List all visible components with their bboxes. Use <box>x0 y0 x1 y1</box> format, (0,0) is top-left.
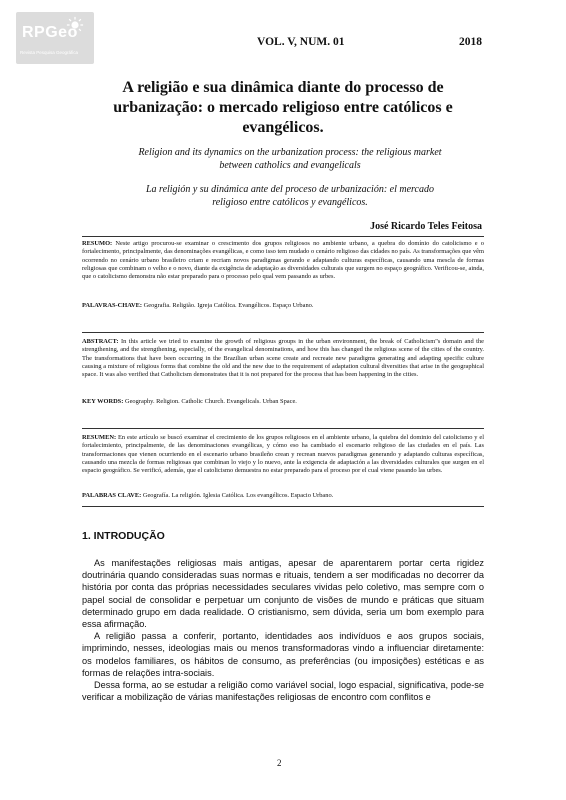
abstract-keywords <box>82 398 484 406</box>
paragraph: A religião passa a conferir, portanto, identidades aos indivíduos e aos grupos sociais, imprimindo, nesses, ideologias mais ou menos transformadoras vindo a influenciar diretamente: os modelos familiares, os hábitos de consumo, as preferências (ou imposições) estéticas e as formas de relações intra-sociais. <box>82 631 484 678</box>
body-text <box>82 557 484 703</box>
resumen-text: En este artículo se buscó examinar el crecimiento de los grupos religiosos en el ambiente urbano, la quiebra del dominio del catolicismo y el fortalecimiento, principalmente, de las denominaciones evangélicas, y cómo eso ha cambiado el escenario religioso de las ciudades en el país. Las transformaciones que vienen ocurriendo en el escenario urbano brasileño crean y recrean nuevos paradigmas generando y adaptando culturas específicas, causando una mezcla de formas religiosas que combinan lo viejo y lo nuevo, ante la exigencia de adaptación a las diversidades culturales que surgen en el espacio geográfico. Se verificó, además, que el catolicismo demuestra no estar preparado para el proceso por el cual viene pasando las urbes. <box>82 434 484 475</box>
section-heading: 1. INTRODUÇÃO <box>82 530 165 542</box>
subtitle-spanish: La religión y su dinámica ante del proceso de urbanización: el mercado religioso entre católicos y evangélicos. <box>145 184 434 208</box>
abstract-keywords-text: Geography. Religion. Catholic Church. Evangelicals. Urban Space. <box>123 398 297 405</box>
resumo-keywords-label: PALAVRAS-CHAVE: <box>82 302 143 309</box>
year-label: 2018 <box>459 36 482 48</box>
volume-label: VOL. V, NUM. 01 <box>257 36 345 48</box>
divider <box>82 236 484 237</box>
abstract-label: ABSTRACT: <box>82 338 119 345</box>
abstract-block <box>82 338 484 379</box>
subtitle-english: Religion and its dynamics on the urbanization process: the religious market between catholics and evangelicals <box>138 147 442 171</box>
divider <box>82 428 484 429</box>
paragraph: As manifestações religiosas mais antigas, apesar de aparentarem portar certa rigidez doutrinária quando consideradas suas normas e rituais, tendem a ser modificadas no decorrer da história por conta das próprias necessidades seculares vividas pelo coletivo, mas sempre com o papel social de consolidar e perpetuar um conjunto de visões de mundo e práticas que situam determinado grupo em dada realidade. O cristianismo, sem dúvida, seria um bom exemplo para essa afirmação. <box>82 558 484 630</box>
resumen-block <box>82 434 484 475</box>
resumo-block <box>82 240 484 281</box>
divider <box>82 506 484 507</box>
resumen-keywords <box>82 492 484 500</box>
resumen-label: RESUMEN: <box>82 434 117 441</box>
logo-subtext: Revista Pesquisa Geográfica <box>20 50 79 55</box>
article-title: A religião e sua dinâmica diante do processo de urbanização: o mercado religioso entre católicos e evangélicos. <box>113 79 453 136</box>
page-number: 2 <box>277 758 282 768</box>
journal-logo <box>16 12 94 64</box>
resumen-keywords-label: PALABRAS CLAVE: <box>82 492 142 499</box>
logo-text: RPGeo <box>22 24 78 41</box>
abstract-text: In this article we tried to examine the growth of religious groups in the urban environment, the break of Catholicism"s domain and the strengthening, and the strengthening, especially, of the evangelical denominations, and how this has changed the religious scene of the cities of the country. The transformations that have been occurring in the Brazilian urban scene create and recreate new paradigms generating and adapting specific culture causing a mixture of religious forms that combine the old and the new due to the requirement of adaptation cultural diversities that arise in the geographical space. It was also verified that Catholicism demonstrates that it is not prepared for the process that has been happening in the cities. <box>82 338 484 379</box>
paragraph: Dessa forma, ao se estudar a religião como variável social, logo espacial, significativa, pode-se verificar a mobilização de várias manifestações religiosas de encontro com conflitos e <box>82 680 484 703</box>
author-name: José Ricardo Teles Feitosa <box>370 221 482 232</box>
resumo-keywords-text: Geografia. Religião. Igreja Católica. Evangélicos. Espaço Urbano. <box>142 302 314 309</box>
resumo-text: Neste artigo procurou-se examinar o crescimento dos grupos religiosos no ambiente urbano, a quebra do domínio do catolicismo e o fortalecimento, principalmente, das denominações evangélicas, e como isso tem mudado o cenário religioso das cidades no país. As transformações que vêm ocorrendo no cenário urbano brasileiro criam e recriam novos paradigmas gerando e adaptando culturas específicas, causando uma mescla de formas religiosas que combinam o velho e o novo, diante da exigência de adaptação as diversidades culturais que surgem no espaço geográfico. Verificou-se, ainda, que o catolicismo demonstra não estar preparado para o processo pelo qual vem passando as urbes. <box>82 240 484 281</box>
resumen-keywords-text: Geografía. La religión. Iglesia Católica. Los evangélicos. Espacio Urbano. <box>141 492 334 499</box>
resumo-keywords <box>82 302 484 310</box>
abstract-keywords-label: KEY WORDS: <box>82 398 124 405</box>
divider <box>82 332 484 333</box>
resumo-label: RESUMO: <box>82 240 113 247</box>
